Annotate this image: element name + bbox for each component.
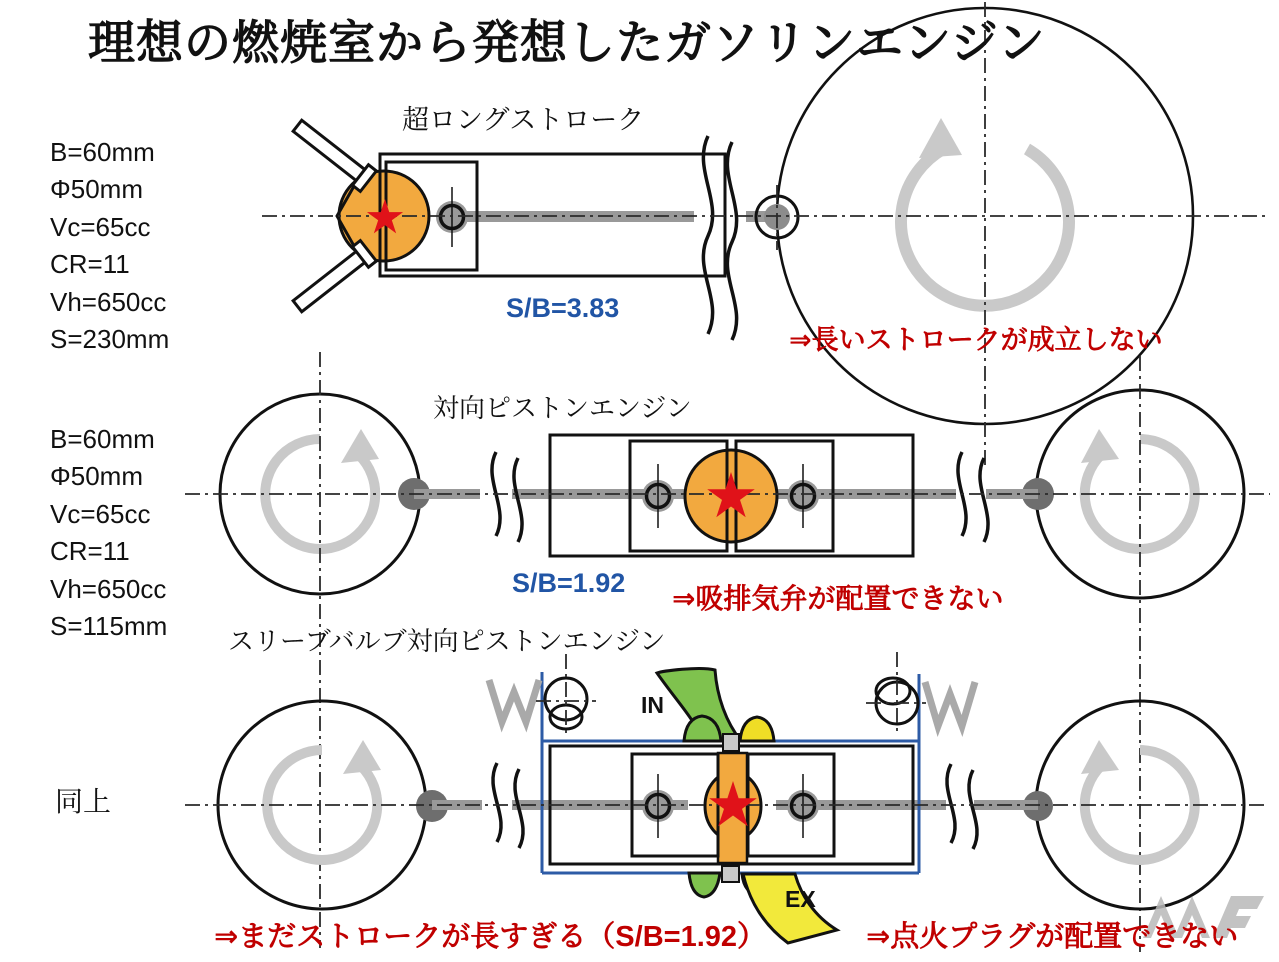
section-label-opposed-piston: 対向ピストンエンジン	[433, 393, 692, 423]
spec-same-as-above: 同上	[55, 786, 112, 817]
page-title: 理想の燃焼室から発想したガソリンエンジン	[88, 16, 1046, 69]
section-label-sleeve-valve: スリーブバルブ対向ピストンエンジン	[228, 626, 666, 656]
sleeve-valve-diagram	[185, 652, 1266, 943]
spec-line: CR=11	[50, 249, 130, 280]
annotation-opposed-piston: ⇒吸排気弁が配置できない	[672, 583, 1004, 614]
stroke-bore-ratio-long-stroke: S/B=3.83	[506, 293, 620, 323]
spec-list-long-stroke	[50, 134, 169, 358]
break-symbol	[703, 136, 736, 340]
intake-label: IN	[641, 692, 664, 718]
annotation-sleeve-valve-right: ⇒点火プラグが配置できない	[866, 921, 1239, 953]
exhaust-lobe-top	[740, 717, 774, 741]
exhaust-valve-icon	[289, 241, 376, 317]
spec-line: Vh=650cc	[50, 286, 167, 317]
sleeve-drive-block-bottom	[722, 866, 739, 882]
spec-line: Φ50mm	[50, 461, 143, 492]
spec-line: Vh=650cc	[50, 573, 167, 604]
spec-line: Φ50mm	[50, 174, 143, 205]
spec-line: S=230mm	[50, 324, 170, 355]
spec-line: S=115mm	[50, 611, 168, 642]
wrist-pin	[436, 187, 468, 247]
annotation-sleeve-valve-left: ⇒まだストロークが長すぎる（S/B=1.92）	[214, 921, 767, 953]
spec-line: B=60mm	[50, 424, 155, 454]
sleeve-drive-block-top	[723, 734, 739, 751]
spec-line: Vc=65cc	[50, 211, 151, 242]
spec-list-opposed-piston	[50, 421, 167, 645]
annotation-long-stroke: ⇒長いストロークが成立しない	[789, 325, 1163, 355]
intake-valve-icon	[289, 116, 376, 192]
exhaust-label: EX	[785, 886, 816, 912]
intake-lobe-bottom	[689, 873, 720, 897]
section-label-long-stroke: 超ロングストローク	[402, 105, 645, 135]
stroke-bore-ratio-opposed-piston: S/B=1.92	[512, 568, 626, 598]
spec-line: B=60mm	[50, 137, 155, 167]
spec-line: Vc=65cc	[50, 498, 151, 529]
spec-line: CR=11	[50, 536, 130, 567]
